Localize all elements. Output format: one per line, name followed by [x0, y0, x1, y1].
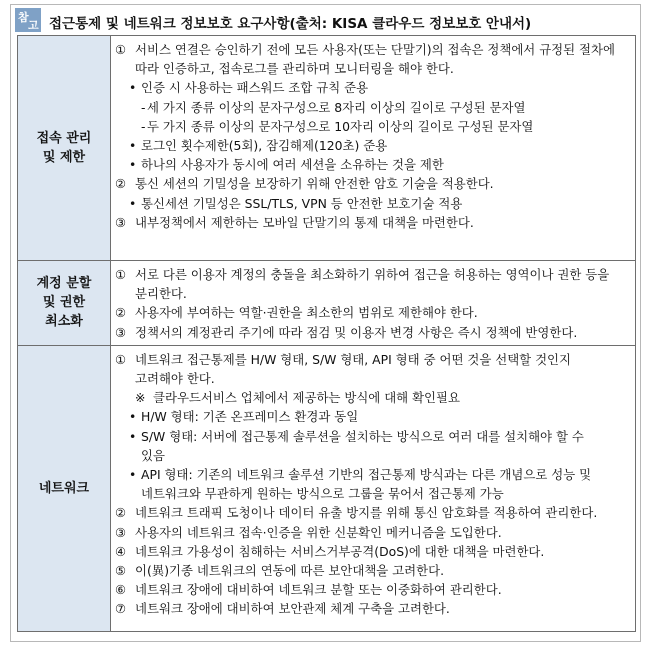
- item-text: 네트워크 장애에 대비하여 보안관제 체계 구축을 고려한다.: [135, 601, 450, 617]
- reference-box: [10, 4, 641, 642]
- item-text: 하나의 사용자가 동시에 여러 세션을 소유하는 것을 제한: [141, 157, 444, 173]
- item-number-marker: ②: [115, 305, 127, 321]
- bullet-marker: •: [129, 80, 137, 96]
- item-text: 서로 다른 이용자 계정의 충돌을 최소화하기 위하여 접근을 허용하는 영역이나 권한 등을: [135, 267, 610, 282]
- item-text-continuation: 따라 인증하고, 접속로그를 관리하며 모니터링을 해야 한다.: [135, 61, 454, 77]
- bullet-marker: •: [129, 195, 137, 211]
- requirement-item: [115, 542, 629, 561]
- item-text: 로그인 횟수제한(5회), 잠김해제(120초) 준용: [141, 138, 388, 154]
- requirement-item: [115, 174, 629, 193]
- requirement-item: [115, 503, 629, 522]
- requirement-item: [115, 213, 629, 232]
- box-header: [11, 5, 640, 35]
- requirement-item: [115, 599, 629, 618]
- requirement-item: [115, 323, 629, 342]
- item-text: 클라우드서비스 업체에서 제공하는 방식에 대해 확인필요: [153, 390, 460, 406]
- item-number-marker: ②: [115, 176, 127, 192]
- requirement-item: [115, 561, 629, 580]
- item-number-marker: ①: [115, 42, 127, 57]
- item-text: 네트워크 트래픽 도청이나 데이터 유출 방지를 위해 통신 암호화를 적용하여 관리한다.: [135, 505, 598, 521]
- item-text: 통신 세션의 기밀성을 보장하기 위해 안전한 암호 기술을 적용한다.: [135, 176, 494, 192]
- item-number-marker: ⑦: [115, 601, 127, 617]
- item-number-marker: ⑤: [115, 563, 127, 579]
- requirement-item: [115, 98, 629, 117]
- item-number-marker: ③: [115, 324, 127, 340]
- bullet-marker: -: [141, 118, 146, 134]
- item-text: 네트워크 접근통제를 H/W 형태, S/W 형태, API 형태 중 어떤 것을 선택할 것인지: [135, 351, 571, 367]
- item-text: 세 가지 종류 이상의 문자구성으로 8자리 이상의 길이로 구성된 문자열: [147, 99, 526, 115]
- requirement-item: [115, 155, 629, 174]
- item-text: 두 가지 종류 이상의 문자구성으로 10자리 이상의 길이로 구성된 문자열: [147, 118, 534, 134]
- item-text: 서비스 연결은 승인하기 전에 모든 사용자(또는 단말기)의 접속은 정책에서 규정된 절차에: [135, 42, 615, 57]
- item-text: 이(異)기종 네트워크의 연동에 따른 보안대책을 고려한다.: [135, 563, 445, 579]
- item-number-marker: ①: [115, 351, 127, 367]
- requirement-item: [115, 427, 629, 465]
- requirement-item: [115, 303, 629, 322]
- requirement-item: [115, 117, 629, 136]
- item-text-continuation: 고려해야 한다.: [135, 371, 215, 387]
- bullet-marker: •: [129, 467, 137, 483]
- item-number-marker: ④: [115, 543, 127, 559]
- item-text: 네트워크 가용성이 침해하는 서비스거부공격(DoS)에 대한 대책을 마련한다.: [135, 543, 545, 559]
- requirement-item: [115, 350, 629, 388]
- requirements-table: [17, 35, 636, 632]
- item-number-marker: ⑥: [115, 582, 127, 598]
- item-number-marker: ③: [115, 524, 127, 540]
- requirement-item: [115, 78, 629, 97]
- item-text: 내부정책에서 제한하는 모바일 단말기의 통제 대책을 마련한다.: [135, 214, 474, 230]
- requirement-item: [115, 580, 629, 599]
- requirement-item: [115, 194, 629, 213]
- item-text-continuation: 분리한다.: [135, 286, 187, 302]
- requirement-item: [115, 407, 629, 426]
- bullet-marker: •: [129, 409, 137, 425]
- requirement-item: [115, 388, 629, 407]
- item-text-continuation: 네트워크와 무관하게 원하는 방식으로 그룹을 묶어서 접근통제 가능: [141, 486, 504, 502]
- box-title: 접근통제 및 네트워크 정보보호 요구사항(출처: KISA 클라우드 정보보호 안내서): [49, 16, 532, 32]
- item-number-marker: ①: [115, 267, 127, 282]
- item-text: 인증 시 사용하는 패스워드 조합 규칙 준용: [141, 80, 369, 96]
- item-text: 네트워크 장애에 대비하여 네트워크 분할 또는 이중화하여 관리한다.: [135, 582, 502, 598]
- category-cell: 계정 분할 및 권한 최소화: [18, 261, 111, 346]
- item-text: API 형태: 기존의 네트워크 솔루션 기반의 접근통제 방식과는 다른 개념으로 성능 및: [141, 467, 592, 483]
- bullet-marker: •: [129, 157, 137, 173]
- table-row: [18, 261, 636, 346]
- item-text: 사용자의 네트워크 접속·인증을 위한 신분확인 메커니즘을 도입한다.: [135, 524, 502, 540]
- badge-char-bottom: 고: [28, 19, 39, 32]
- table-row: [18, 36, 636, 261]
- badge-char-top: 참: [18, 11, 29, 24]
- requirement-item: [115, 265, 629, 303]
- requirement-item: [115, 523, 629, 542]
- category-cell: 네트워크: [18, 345, 111, 631]
- requirement-item: [115, 40, 629, 78]
- item-text: H/W 형태: 기존 온프레미스 환경과 동일: [141, 409, 359, 425]
- item-text: 사용자에 부여하는 역할·권한을 최소한의 범위로 제한해야 한다.: [135, 305, 478, 321]
- item-number-marker: ③: [115, 214, 127, 230]
- item-number-marker: ②: [115, 505, 127, 521]
- requirements-cell: [111, 345, 636, 631]
- note-marker: ※: [135, 390, 146, 406]
- bullet-marker: •: [129, 138, 137, 154]
- item-text: S/W 형태: 서버에 접근통제 솔루션을 설치하는 방식으로 여러 대를 설치해야 할 수: [141, 428, 584, 444]
- requirement-item: [115, 465, 629, 503]
- bullet-marker: •: [129, 428, 137, 444]
- requirements-cell: [111, 261, 636, 346]
- reference-badge: [15, 8, 41, 32]
- category-cell: 접속 관리 및 제한: [18, 36, 111, 261]
- requirement-item: [115, 136, 629, 155]
- item-text: 통신세션 기밀성은 SSL/TLS, VPN 등 안전한 보호기술 적용: [141, 195, 463, 211]
- table-row: [18, 345, 636, 631]
- requirements-cell: [111, 36, 636, 261]
- item-text: 정책서의 계정관리 주기에 따라 점검 및 이용자 변경 사항은 즉시 정책에 반영한다.: [135, 324, 578, 340]
- bullet-marker: -: [141, 99, 146, 115]
- item-text-continuation: 있음: [141, 447, 165, 463]
